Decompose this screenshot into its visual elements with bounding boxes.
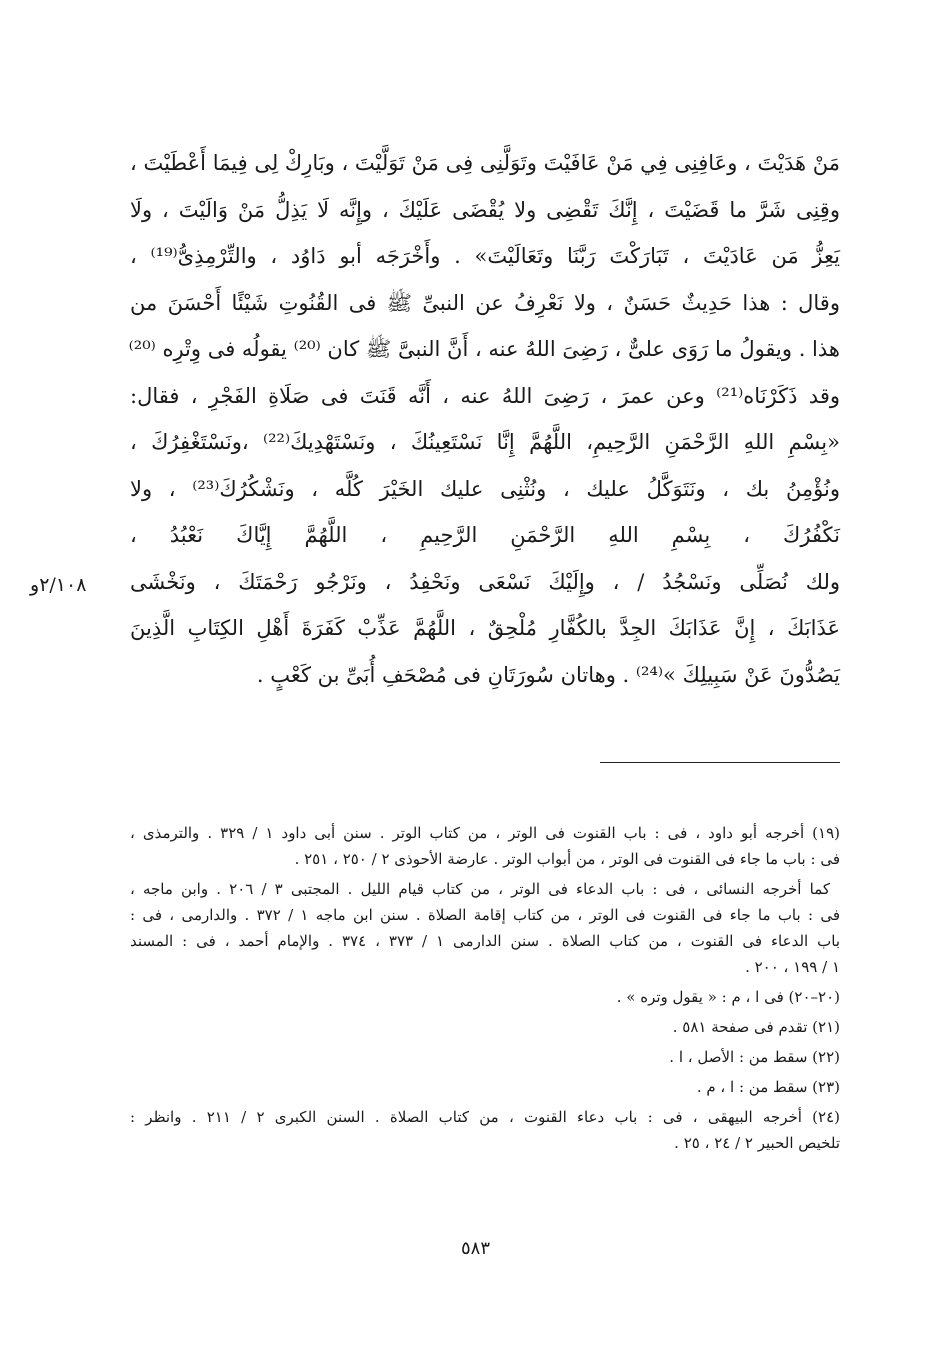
footnote-line: ١ / ١٩٩ ، ٢٠٠ .	[745, 958, 840, 976]
footnote-line: (٢٤) أخرجه البيهقى ، فى : باب دعاء القنوت ، من كتاب الصلاة . السنن الكبرى ٢ / ٢١١ . وانظر :	[130, 1108, 841, 1126]
footnote-19-continued	[130, 876, 840, 980]
text-line: وقِنِى شَرَّ ما قَضَيْتَ ، إِنَّكَ تَقْضِى ولا يُقْضَى عَلَيْكَ ، وإِنَّه لَا يَذِلُّ مَنْ وَالَيْتَ ، ولَا	[130, 197, 840, 222]
text-line: يَصُدُّونَ عَنْ سَبِيلِكَ »⁽²⁴⁾ . وهاتان سُورَتَانِ فى مُصْحَفِ أُبَىِّ بن كَعْبٍ .	[256, 662, 840, 687]
footnote-line: (١٩) أخرجه أبو داود ، فى : باب القنوت فى الوتر ، من كتاب الوتر . سنن أبى داود ١ / ٣٢٩ . والترمذى ،	[130, 824, 840, 842]
text-line: هذا . ويقولُ ما رَوَى علىٌّ ، رَضِىَ اللهُ عنه ، أَنَّ النبىَّ ﷺ كان ⁽²⁰⁾ يقولُه فى وِتْرِه ⁽²⁰⁾	[128, 337, 840, 361]
text-line: وقد ذَكَرْنَاه⁽²¹⁾ وعن عمرَ ، رَضِىَ اللهُ عنه ، أَنَّه قَنَتَ فى صَلَاةِ الفَجْرِ ، فقال:	[130, 383, 841, 408]
footnote-20	[130, 984, 840, 1010]
footnote-line: باب الدعاء فى القنوت ، من كتاب الصلاة . سنن الدارمى ١ / ٣٧٣ ، ٣٧٤ . والإمام أحمد ، فى : المسند	[130, 932, 840, 950]
footnotes-block	[130, 820, 840, 1160]
footnote-22	[130, 1044, 840, 1070]
footnote-line: (٢٢) سقط من : الأصل ، ا .	[669, 1048, 840, 1066]
main-text-block	[130, 140, 840, 698]
text-line: «بِسْمِ اللهِ الرَّحْمَنِ الرَّحِيمِ، اللَّهُمَّ إِنَّا نَسْتَعِينُكَ ، ونَسْتَهْدِيكَ⁽²²⁾ ،ونَسْتَغْفِرُكَ ،	[130, 430, 840, 454]
text-line: ونُؤْمِنُ بك ، ونَتَوَكَّلُ عليك ، ونُثْنِى عليك الخَيْرَ كُلَّه ، ونَشْكُرُكَ⁽²³⁾ ، ولا	[130, 476, 841, 501]
footnote-line: (٢٣) سقط من : ا ، م .	[696, 1078, 840, 1096]
footnote-line: كما أخرجه النسائى ، فى : باب الدعاء فى الوتر ، من كتاب قيام الليل . المجتبى ٣ / ٢٠٦ . وابن ماجه ،	[130, 880, 831, 898]
text-line: عَذَابَكَ ، إِنَّ عَذَابَكَ الجِدَّ بالكُفَّارِ مُلْحِقٌ ، اللَّهُمَّ عَذِّبْ كَفَرَةَ أَهْلِ الكِتَابِ الَّذِينَ	[130, 616, 840, 640]
text-line: ولك نُصَلِّى ونَسْجُدُ / ، وإِلَيْكَ نَسْعَى ونَحْفِدُ ، ونَرْجُو رَحْمَتَكَ ، ونَخْشَى	[130, 569, 840, 594]
footnote-23	[130, 1074, 840, 1100]
text-line: مَنْ هَدَيْتَ ، وعَافِنِى فِي مَنْ عَافَيْتَ وتَوَلَّنِى فِى مَنْ تَوَلَّيْتَ ، وبَارِكْ لِى فِيمَا أَعْطَيْتَ ،	[130, 151, 840, 175]
footnote-line: فى : باب ما جاء فى القنوت فى الوتر ، من كتاب إقامة الصلاة . سنن ابن ماجه ١ / ٣٧٢ . والدارمى ، فى :	[130, 906, 840, 924]
footnote-19	[130, 820, 840, 872]
footnote-separator	[600, 762, 840, 763]
footnote-line: (٢١) تقدم فى صفحة ٥٨١ .	[672, 1018, 840, 1036]
text-line: نَكْفُرُكَ ، بِسْمِ اللهِ الرَّحْمَنِ الرَّحِيمِ ، اللَّهُمَّ إِيَّاكَ نَعْبُدُ ،	[130, 523, 840, 547]
text-line: يَعِزُّ مَن عَادَيْتَ ، تَبَارَكْتَ رَبَّنَا وتَعَالَيْتَ» . وأَخْرَجَه أبو دَاوُد ، والتِّرْمِذِىُّ⁽¹⁹⁾ ،	[130, 244, 840, 268]
text-line: وقال : هذا حَدِيثٌ حَسَنٌ ، ولا نَعْرِفُ عن النبىِّ ﷺ فى القُنُوتِ شَيْئًا أَحْسَنَ من	[130, 290, 840, 315]
footnote-21	[130, 1014, 840, 1040]
footnote-line: فى : باب ما جاء فى القنوت فى الوتر ، من أبواب الوتر . عارضة الأحوذى ٢ / ٢٥٠ ، ٢٥١ .	[294, 850, 840, 868]
footnote-line: تلخيص الحبير ٢ / ٢٤ ، ٢٥ .	[674, 1134, 840, 1152]
manuscript-folio-marker: ٢/١٠٨و	[30, 574, 87, 596]
footnote-24	[130, 1104, 840, 1156]
page-number: ٥٨٣	[460, 1238, 490, 1259]
footnote-line: (٢٠–٢٠) فى ا ، م : « يقول وتره » .	[616, 988, 840, 1006]
